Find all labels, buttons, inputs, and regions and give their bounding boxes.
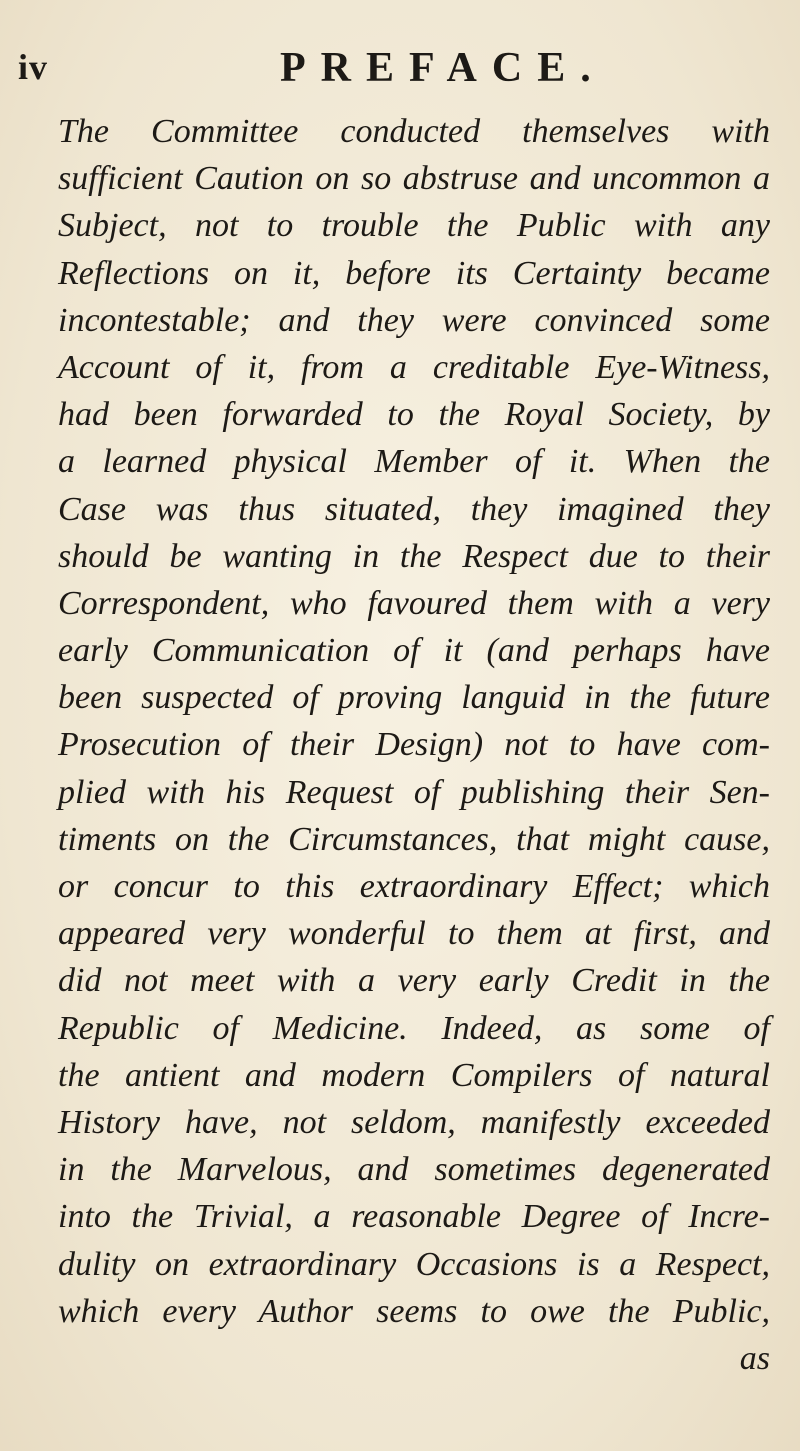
text-line: been suspected of proving languid in the future xyxy=(58,679,770,717)
text-line: the antient and modern Compilers of natural xyxy=(58,1056,770,1094)
text-line: or concur to this extraordinary Effect; which xyxy=(58,868,770,905)
text-line: Subject, not to trouble the Public with any xyxy=(58,207,770,245)
text-line: early Communication of it (and perhaps have xyxy=(58,632,770,670)
text-line: should be wanting in the Respect due to their xyxy=(58,537,770,575)
text-line: History have, not seldom, manifestly exceeded xyxy=(58,1103,770,1141)
text-line: in the Marvelous, and sometimes degenerated xyxy=(58,1151,770,1189)
text-line: a learned physical Member of it. When the xyxy=(58,443,770,481)
text-line: timents on the Circumstances, that might cause, xyxy=(58,820,770,858)
body-text xyxy=(58,108,770,1382)
text-line: sufficient Caution on so abstruse and uncommon a xyxy=(58,160,770,198)
text-line: incontestable; and they were convinced some xyxy=(58,301,770,339)
text-line: had been forwarded to the Royal Society, by xyxy=(58,396,770,434)
text-line: into the Trivial, a reasonable Degree of Incre- xyxy=(58,1198,770,1236)
text-line: plied with his Request of publishing their Sen- xyxy=(58,773,770,811)
text-line: Correspondent, who favoured them with a very xyxy=(58,584,770,622)
text-line: Reflections on it, before its Certainty became xyxy=(58,254,770,292)
catchword: as xyxy=(739,1339,770,1377)
text-line: did not meet with a very early Credit in the xyxy=(58,962,770,1000)
text-line: Prosecution of their Design) not to have com- xyxy=(58,726,770,764)
text-line: The Committee conducted themselves with xyxy=(58,113,770,150)
text-line: Republic of Medicine. Indeed, as some of xyxy=(58,1009,770,1047)
text-line: Case was thus situated, they imagined they xyxy=(58,490,770,528)
text-line: dulity on extraordinary Occasions is a Respect, xyxy=(58,1245,770,1283)
page-header xyxy=(18,44,780,94)
text-line: appeared very wonderful to them at first, and xyxy=(58,915,770,953)
text-line: which every Author seems to owe the Public, xyxy=(58,1292,770,1330)
page-number: iv xyxy=(18,47,49,87)
running-head: PREFACE. xyxy=(280,45,606,91)
text-line: Account of it, from a creditable Eye-Witness, xyxy=(58,348,770,386)
